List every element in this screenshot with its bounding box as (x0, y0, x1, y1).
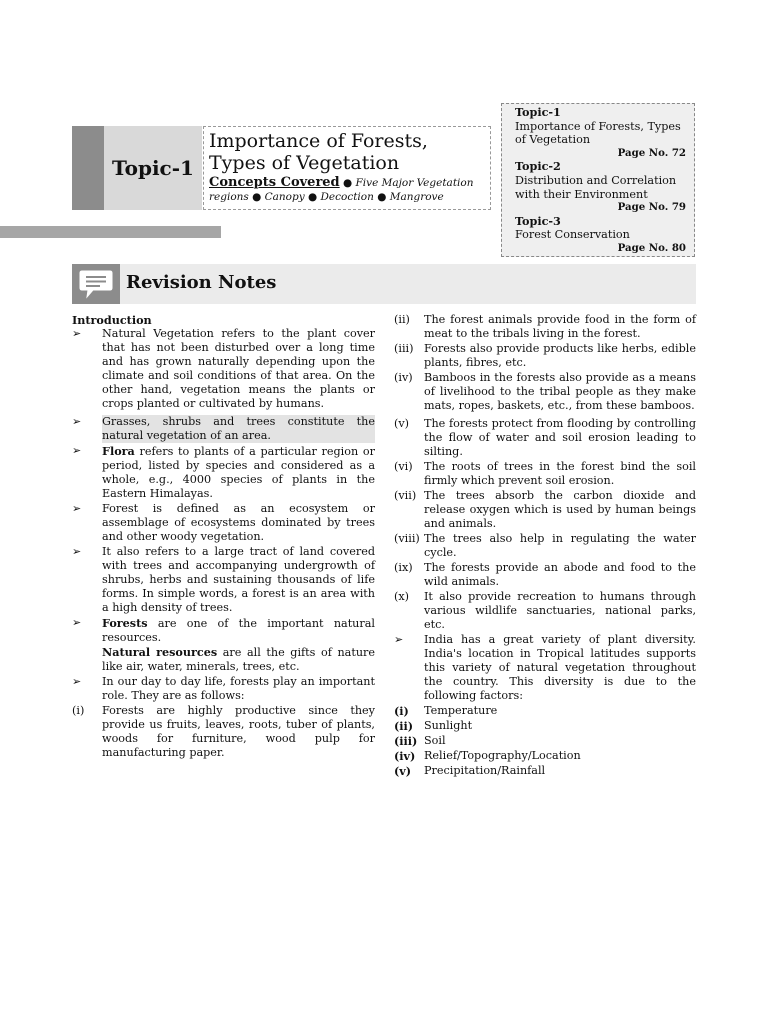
list-item (72, 675, 375, 703)
item-number: (vi) (394, 460, 413, 473)
item-text: It also refers to a large tract of land covered with trees and accompanying undergrowth of shrubs, herbs and sustaining thousands of life forms. In simple words, a forest is an area with a high density of trees. (102, 545, 375, 614)
item-text: The forests protect from flooding by controlling the flow of water and soil erosion leading to silting. (424, 417, 696, 458)
topic-index-label: Topic-1 (515, 105, 561, 119)
highlighted-text: Grasses, shrubs and trees constitute the natural vegetation of an area. (102, 415, 375, 442)
factor-item (394, 749, 696, 763)
factor-number: (i) (394, 704, 409, 718)
topic-index-title: Forest Conservation (515, 228, 630, 242)
topic-detail (203, 126, 491, 210)
item-text: Forest is defined as an ecosystem or assemblage of ecosystems dominated by trees and other woody vegetation. (102, 502, 375, 543)
item-text-body: refers to plants of a particular region or period, listed by species and considered as a whole, e.g., 4000 species of plants in the Eastern Himalayas. (102, 445, 375, 500)
notes-icon (72, 264, 120, 304)
item-text: It also provide recreation to humans through various wildlife sanctuaries, national parks, etc. (424, 590, 696, 631)
factor-text: Soil (424, 734, 446, 747)
list-item (72, 545, 375, 615)
factor-number: (ii) (394, 719, 414, 733)
factor-number: (iv) (394, 749, 416, 763)
list-item (72, 444, 375, 501)
item-text: The roots of trees in the forest bind the soil firmly which prevent soil erosion. (424, 460, 696, 487)
revision-notes-title: Revision Notes (126, 272, 277, 293)
bullet-arrow-icon: ➢ (72, 444, 82, 457)
term-forests: Forests (102, 616, 148, 630)
concepts-label: Concepts Covered (209, 175, 340, 190)
bullet-arrow-icon: ➢ (394, 633, 404, 646)
item-number: (iii) (394, 342, 414, 355)
factor-item (394, 764, 696, 778)
list-item (72, 415, 375, 443)
item-number: (x) (394, 590, 410, 603)
topic-title: Importance of Forests, Types of Vegetation (209, 130, 428, 174)
list-item (394, 371, 696, 413)
list-item (72, 502, 375, 544)
item-text: Forests also provide products like herbs, edible plants, fibres, etc. (424, 342, 696, 369)
item-number: (ix) (394, 561, 413, 574)
factor-number: (v) (394, 764, 412, 778)
item-text: Natural Vegetation refers to the plant cover that has not been disturbed over a long time and has grown naturally depending upon the climate and soil conditions of that area. On the other hand, vegetation means the plants or crops planted or cultivated by humans. (102, 327, 375, 410)
item-text (102, 616, 375, 674)
item-text-body: are one of the important natural resources. (102, 617, 375, 644)
item-number: (ii) (394, 313, 410, 326)
list-item (394, 342, 696, 370)
left-column (72, 313, 375, 761)
item-number: (i) (72, 704, 85, 717)
list-item (72, 327, 375, 411)
factor-item (394, 734, 696, 748)
topic-index-title: Importance of Forests, Types of Vegetation (515, 119, 681, 147)
introduction-heading: Introduction (72, 313, 152, 327)
topic-index-entry-2[interactable] (515, 160, 686, 214)
bullet-arrow-icon: ➢ (72, 502, 82, 515)
topic-strip (72, 126, 104, 210)
list-item (394, 590, 696, 632)
topic-label: Topic-1 (112, 156, 194, 180)
factor-number: (iii) (394, 734, 418, 748)
list-item (72, 704, 375, 760)
item-number: (viii) (394, 532, 420, 545)
topic-index-label: Topic-2 (515, 159, 561, 174)
divider-bar (0, 226, 221, 238)
list-item (394, 633, 696, 703)
topic-index-entry-1[interactable] (515, 106, 686, 160)
item-text: The trees absorb the carbon dioxide and release oxygen which is used by human beings and animals. (424, 489, 696, 530)
bullet-arrow-icon: ➢ (72, 415, 82, 428)
item-text-body: are all the gifts of nature like air, water, minerals, trees, etc. (102, 646, 376, 673)
factor-text: Temperature (424, 704, 498, 717)
list-item (394, 313, 696, 341)
item-text: Forests are highly productive since they provide us fruits, leaves, roots, tuber of plants, woods for furniture, wood pulp for manufacturing paper. (102, 704, 375, 759)
list-item (394, 489, 696, 531)
item-text: In our day to day life, forests play an important role. They are as follows: (102, 675, 375, 702)
item-text (102, 444, 375, 501)
term-natural-resources: Natural resources (102, 645, 218, 659)
bullet-arrow-icon: ➢ (72, 616, 82, 629)
bullet-arrow-icon: ➢ (72, 545, 82, 558)
topic-index-title: Distribution and Correlation with their Environment (515, 173, 677, 201)
item-text: The trees also help in regulating the water cycle. (424, 532, 696, 559)
revision-notes-header (72, 264, 696, 304)
topic-index-entry-3[interactable] (515, 215, 686, 256)
item-text: India has a great variety of plant diversity. India's location in Tropical latitudes supports this variety of natural vegetation throughout the country. This diversity is due to the following factors: (424, 633, 696, 702)
bullet-arrow-icon: ➢ (72, 327, 82, 340)
item-number: (v) (394, 417, 410, 430)
factor-item (394, 719, 696, 733)
list-item (72, 616, 375, 674)
topic-label-box (104, 126, 202, 210)
topic-index-page: Page No. 79 (617, 201, 686, 214)
factor-item (394, 704, 696, 718)
concepts-items: ● Five Major Vegetation regions ● Canopy ● Decoction ● Mangrove (209, 177, 474, 203)
list-item (394, 417, 696, 459)
topic-index (501, 103, 695, 257)
item-text: The forest animals provide food in the form of meat to the tribals living in the forest. (424, 313, 696, 340)
list-item (394, 532, 696, 560)
list-item (394, 561, 696, 589)
topic-index-label: Topic-3 (515, 213, 561, 228)
concepts-covered (209, 176, 490, 204)
item-text: Bamboos in the forests also provide as a means of livelihood to the tribal people as they make mats, ropes, baskets, etc., from these bamboos. (424, 371, 696, 412)
factor-text: Sunlight (424, 719, 473, 732)
right-column (394, 313, 696, 779)
item-number: (vii) (394, 489, 417, 502)
factor-text: Relief/Topography/Location (424, 749, 581, 762)
term-flora: Flora (102, 444, 135, 458)
item-text: The forests provide an abode and food to the wild animals. (424, 561, 696, 588)
bullet-arrow-icon: ➢ (72, 675, 82, 688)
item-number: (iv) (394, 371, 413, 384)
topic-index-page: Page No. 72 (617, 146, 686, 159)
factor-text: Precipitation/Rainfall (424, 764, 546, 777)
list-item (394, 460, 696, 488)
topic-index-page: Page No. 80 (617, 241, 686, 254)
